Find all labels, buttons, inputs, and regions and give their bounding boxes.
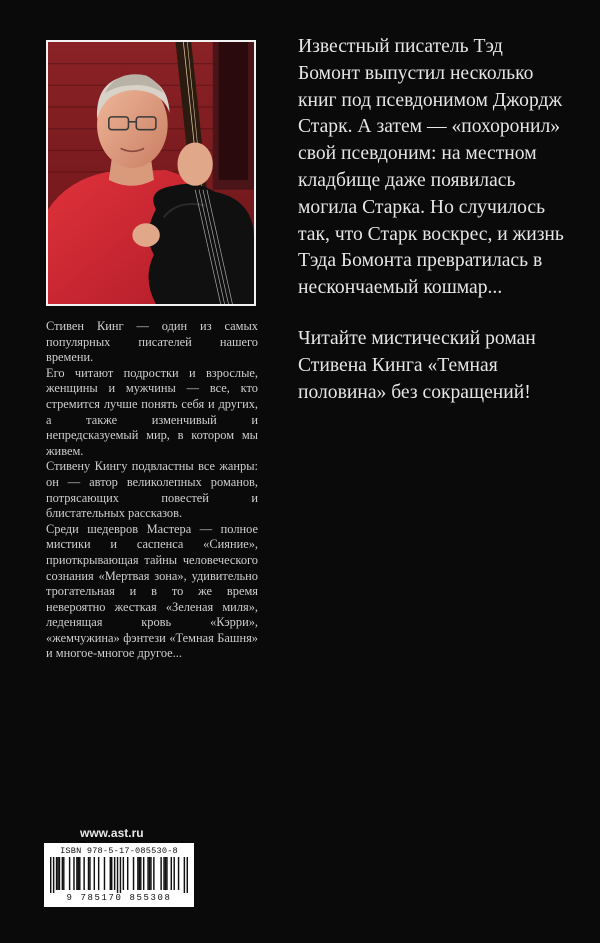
barcode-bar — [63, 857, 64, 890]
barcode-bar — [76, 857, 77, 890]
barcode-bar — [117, 857, 118, 893]
barcode-icon — [50, 857, 188, 893]
barcode-bar — [78, 857, 79, 890]
barcode-bar — [53, 857, 54, 893]
bio-paragraph: Среди шедевров Мастера — полное мистики и саспенса «Сияние», приоткрывающая тайны человеческого сознания «Мертвая зона», удивительно трогательная и в то же время невероятно жесткая «Зеленая миля», леденящая кровь «Кэрри», «жемчужина» фэнтези «Темная Башня» и многое-многое другое... — [46, 521, 258, 661]
barcode-bar — [94, 857, 95, 890]
annotation-paragraph: Известный писатель Тэд Бомонт выпустил несколько книг под псевдонимом Джордж Старк. А затем — «похоронил» свой псевдоним: на местном кладбище даже появилась могила Старка. Но случилось так, что Старк воскрес, и жизнь Тэда Бомонта превратилась в нескончаемый кошмар... — [298, 36, 564, 299]
barcode-bar — [120, 857, 121, 893]
barcode-bar — [69, 857, 70, 890]
barcode-bar — [150, 857, 151, 890]
barcode-bar — [137, 857, 138, 890]
barcode-bar — [56, 857, 57, 890]
barcode-bar — [127, 857, 128, 890]
barcode-bar — [98, 857, 99, 890]
barcode-bar — [89, 857, 90, 890]
barcode-bar — [140, 857, 141, 890]
barcode-bar — [163, 857, 164, 890]
barcode-bar — [73, 857, 74, 890]
publisher-website: www.ast.ru — [80, 826, 144, 840]
annotation-paragraph: Читайте мистический роман Стивена Кинга «Темная половина» без сокращений! — [298, 327, 536, 403]
barcode-bar — [171, 857, 172, 890]
barcode-bar — [114, 857, 115, 890]
book-annotation — [298, 34, 568, 406]
barcode-bar — [59, 857, 60, 890]
barcode-bar — [184, 857, 185, 893]
author-bio — [46, 319, 258, 662]
barcode-bar — [139, 857, 140, 890]
author-photo — [46, 40, 256, 306]
barcode-bar — [143, 857, 144, 890]
barcode-bar — [104, 857, 105, 890]
barcode-bar — [123, 857, 124, 890]
barcode-bar — [133, 857, 134, 890]
isbn-number: ISBN 978-5-17-085530-8 — [60, 846, 178, 856]
barcode-block — [44, 843, 194, 907]
barcode-bar — [149, 857, 150, 890]
bio-paragraph: Стивену Кингу подвластны все жанры: он — автор великолепных романов, потрясающих повестей и блистательных рассказов. — [46, 459, 258, 521]
barcode-bar — [88, 857, 89, 890]
bio-paragraph: Стивен Кинг — один из самых популярных писателей нашего времени. — [46, 319, 258, 365]
barcode-bar — [111, 857, 112, 890]
barcode-bar — [79, 857, 80, 890]
barcode-bar — [62, 857, 63, 890]
barcode-bar — [173, 857, 174, 890]
barcode-bar — [153, 857, 154, 890]
barcode-bar — [110, 857, 111, 890]
author-photo-illustration — [48, 42, 254, 304]
barcode-bar — [187, 857, 188, 893]
barcode-bar — [178, 857, 179, 890]
barcode-bar — [147, 857, 148, 890]
barcode-bar — [83, 857, 84, 890]
barcode-bar — [50, 857, 51, 893]
barcode-bar — [166, 857, 167, 890]
barcode-bar — [160, 857, 161, 890]
bio-paragraph: Его читают подростки и взрослые, женщины и мужчины — все, кто стремится лучше понять себя и других, а также изменчивый и непредсказуемый мир, в котором мы живем. — [46, 365, 258, 458]
barcode-bar — [165, 857, 166, 890]
barcode-bar — [57, 857, 58, 890]
barcode-digits: 9 785170 855308 — [66, 893, 172, 903]
